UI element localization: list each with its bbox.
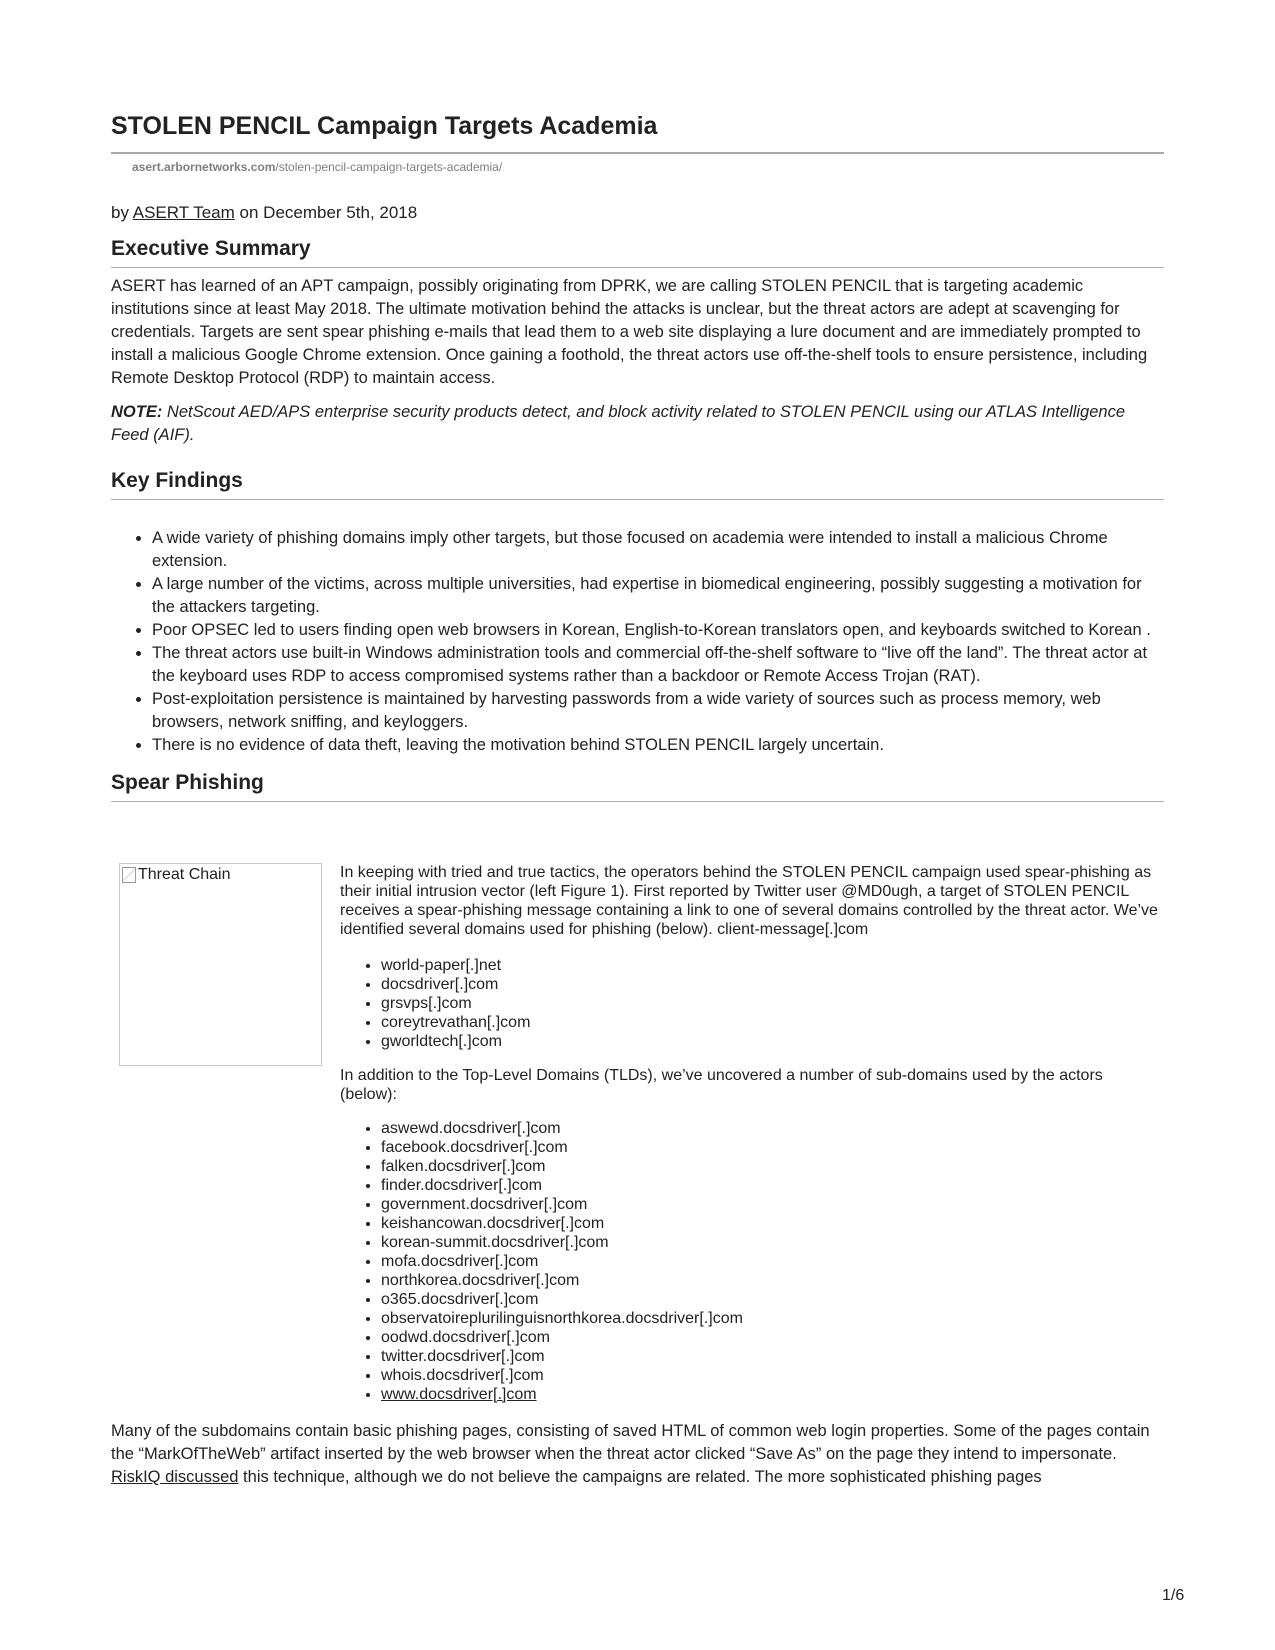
list-item: • grsvps[.]com <box>381 994 1164 1013</box>
list-item: • gworldtech[.]com <box>381 1032 1164 1051</box>
executive-summary-text: ASERT has learned of an APT campaign, possibly originating from DPRK, we are calling STOLEN PENCIL that is targeting academic institutions since at least May 2018. The ultimate motivation behind the attacks is unclear, but the threat actors are adept at scavenging for credentials. Targets are sent spear phishing e-mails that lead them to a web site displaying a lure document and are immediately prompted to install a malicious Google Chrome extension. Once gaining a foothold, the threat actors use off-the-shelf tools to ensure persistence, including Remote Desktop Protocol (RDP) to maintain access. <box>111 277 1148 387</box>
list-item: • oodwd.docsdriver[.]com <box>381 1328 1164 1347</box>
executive-summary-heading: Executive Summary <box>111 237 311 260</box>
broken-image-icon <box>122 867 136 883</box>
key-findings-list <box>111 527 1164 757</box>
list-item: • whois.docsdriver[.]com <box>381 1366 1164 1385</box>
spear-phishing-divider <box>111 801 1164 802</box>
spear-phishing-heading: Spear Phishing <box>111 771 264 794</box>
publish-date: on December 5th, 2018 <box>234 203 418 222</box>
closing-text-end: this technique, although we do not believe the campaigns are related. The more sophisticated phishing pages <box>238 1468 1042 1486</box>
byline <box>111 203 417 223</box>
closing-text-start: Many of the subdomains contain basic phishing pages, consisting of saved HTML of common web login properties. Some of the pages contain the “MarkOfTheWeb” artifact inserted by the web browser when the threat actor clicked “Save As” on the page they intend to impersonate. <box>111 1422 1150 1463</box>
list-item: • mofa.docsdriver[.]com <box>381 1252 1164 1271</box>
list-item: • falken.docsdriver[.]com <box>381 1157 1164 1176</box>
title-divider <box>111 152 1164 154</box>
executive-summary-divider <box>111 267 1164 268</box>
list-item: • facebook.docsdriver[.]com <box>381 1138 1164 1157</box>
list-item <box>381 1385 1164 1404</box>
list-item: • finder.docsdriver[.]com <box>381 1176 1164 1195</box>
image-alt-text: Threat Chain <box>138 866 231 883</box>
page-number: 1/6 <box>1162 1587 1185 1604</box>
list-item: • The threat actors use built-in Windows administration tools and commercial off-the-shelf software to “live off the land”. The threat actor at the keyboard uses RDP to access compromised systems rather than a backdoor or Remote Access Trojan (RAT). <box>152 642 1164 688</box>
list-item: • o365.docsdriver[.]com <box>381 1290 1164 1309</box>
phishing-domain-list <box>340 956 1164 1051</box>
list-item: • There is no evidence of data theft, leaving the motivation behind STOLEN PENCIL largely uncertain. <box>152 734 1164 757</box>
url-path: /stolen-pencil-campaign-targets-academia/ <box>275 160 503 174</box>
www-docsdriver-link[interactable]: www.docsdriver[.]com <box>381 1386 537 1403</box>
image-alt <box>122 866 231 884</box>
subdomain-intro: In addition to the Top-Level Domains (TLDs), we’ve uncovered a number of sub-domains used by the actors (below): <box>340 1067 1103 1103</box>
closing-paragraph <box>111 1420 1164 1489</box>
list-item: • coreytrevathan[.]com <box>381 1013 1164 1032</box>
list-item: • twitter.docsdriver[.]com <box>381 1347 1164 1366</box>
note-label: NOTE: <box>111 403 163 421</box>
note-text: NetScout AED/APS enterprise security products detect, and block activity related to STOLEN PENCIL using our ATLAS Intelligence Feed (AIF). <box>111 403 1126 444</box>
threat-chain-image <box>119 863 322 1066</box>
subdomain-list <box>340 1119 1164 1404</box>
list-item: • Poor OPSEC led to users finding open web browsers in Korean, English-to-Korean translators open, and keyboards switched to Korean . <box>152 619 1164 642</box>
riskiq-link[interactable]: RiskIQ discussed <box>111 1468 239 1486</box>
spear-phishing-body <box>340 863 1164 1404</box>
spear-phishing-intro: In keeping with tried and true tactics, the operators behind the STOLEN PENCIL campaign used spear-phishing as their initial intrusion vector (left Figure 1). First reported by Twitter user @MD0ugh, a target of STOLEN PENCIL receives a spear-phishing message containing a link to one of several domains controlled by the threat actor. We’ve identified several domains used for phishing (below). client-message[.]com <box>340 864 1158 938</box>
list-item: • aswewd.docsdriver[.]com <box>381 1119 1164 1138</box>
list-item: • korean-summit.docsdriver[.]com <box>381 1233 1164 1252</box>
key-findings-divider <box>111 499 1164 500</box>
key-findings-heading: Key Findings <box>111 469 243 492</box>
byline-prefix: by <box>111 203 133 222</box>
list-item: • northkorea.docsdriver[.]com <box>381 1271 1164 1290</box>
list-item: • observatoireplurilinguisnorthkorea.docsdriver[.]com <box>381 1309 1164 1328</box>
list-item: • Post-exploitation persistence is maintained by harvesting passwords from a wide variety of sources such as process memory, web browsers, network sniffing, and keyloggers. <box>152 688 1164 734</box>
list-item: • docsdriver[.]com <box>381 975 1164 994</box>
note-paragraph <box>111 401 1164 447</box>
list-item: • keishancowan.docsdriver[.]com <box>381 1214 1164 1233</box>
list-item: • world-paper[.]net <box>381 956 1164 975</box>
url-domain: asert.arbornetworks.com <box>132 160 276 174</box>
source-url <box>132 160 502 174</box>
list-item: • government.docsdriver[.]com <box>381 1195 1164 1214</box>
author-link[interactable]: ASERT Team <box>132 203 235 222</box>
list-item: • A wide variety of phishing domains imply other targets, but those focused on academia were intended to install a malicious Chrome extension. <box>152 527 1164 573</box>
page-title: STOLEN PENCIL Campaign Targets Academia <box>111 112 658 140</box>
list-item: • A large number of the victims, across multiple universities, had expertise in biomedical engineering, possibly suggesting a motivation for the attackers targeting. <box>152 573 1164 619</box>
